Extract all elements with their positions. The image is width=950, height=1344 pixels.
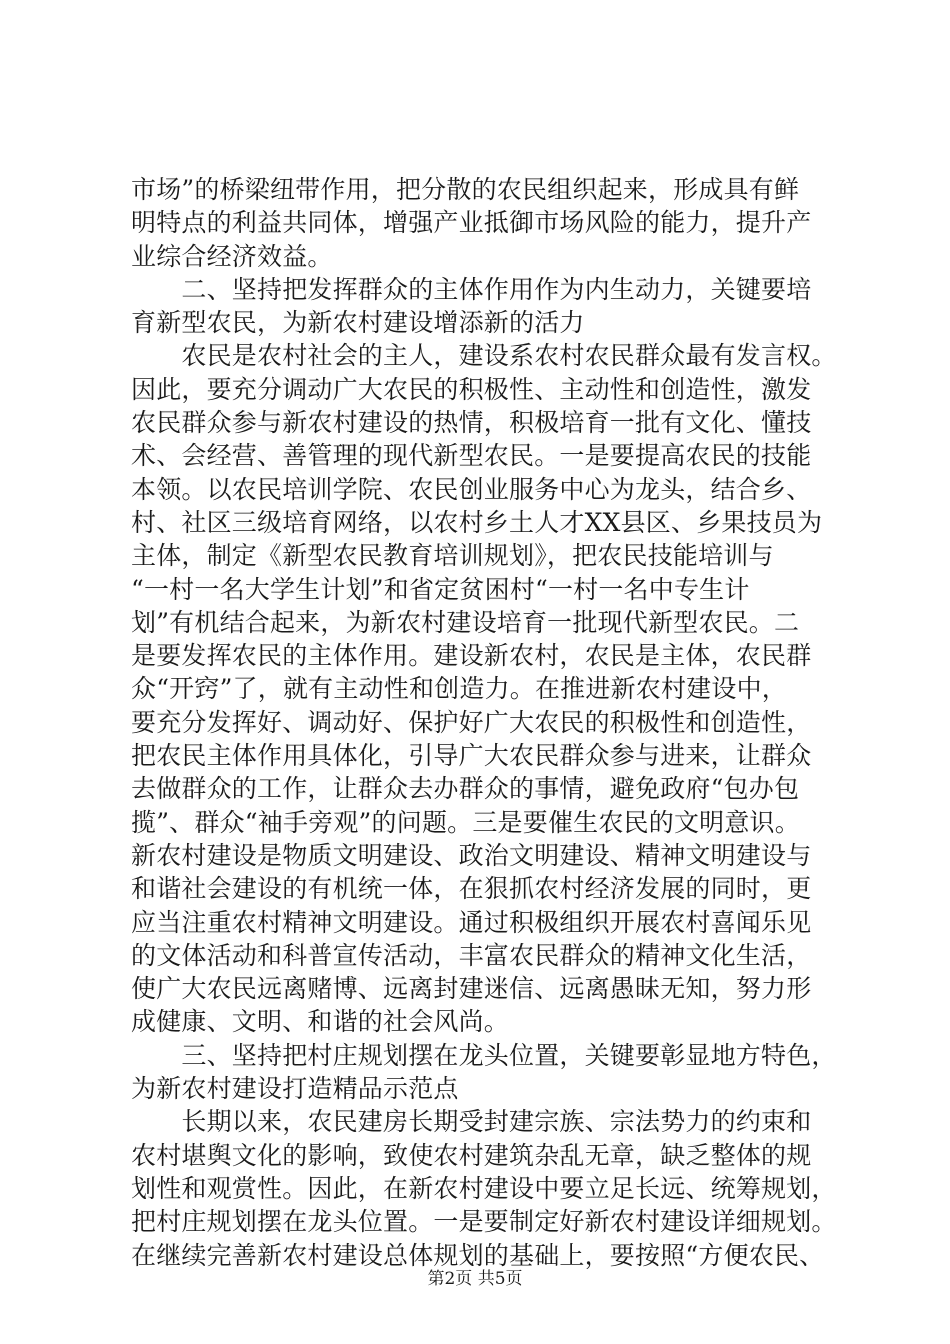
text-line: 应当注重农村精神文明建设。通过积极组织开展农村喜闻乐见 (131, 907, 812, 937)
text-line: 市场”的桥梁纽带作用，把分散的农民组织起来，形成具有鲜 (131, 175, 800, 204)
text-line: 育新型农民，为新农村建设增添新的活力 (131, 308, 585, 338)
text-line: 要充分发挥好、调动好、保护好广大农民的积极性和创造性， (131, 707, 812, 737)
text-line: 农民是农村社会的主人，建设系农村农民群众最有发言权。 (131, 341, 837, 371)
text-line: 业综合经济效益。 (131, 241, 333, 271)
text-line: 揽”、群众“袖手旁观”的问题。三是要催生农民的文明意识。 (131, 807, 800, 837)
page-footer: 第2页 共5页 (427, 1269, 523, 1289)
text-line: 的文体活动和科普宣传活动，丰富农民群众的精神文化生活， (131, 940, 812, 970)
text-line: 三、坚持把村庄规划摆在龙头位置，关键要彰显地方特色， (131, 1040, 837, 1070)
text-line: 划”有机结合起来，为新农村建设培育一批现代新型农民。二 (131, 607, 800, 637)
text-line: 主体，制定《新型农民教育培训规划》，把农民技能培训与 (131, 541, 774, 571)
text-line: 新农村建设是物质文明建设、政治文明建设、精神文明建设与 (131, 840, 812, 870)
text-line: 农村堪舆文化的影响，致使农村建筑杂乱无章，缺乏整体的规 (131, 1140, 812, 1170)
text-line: 和谐社会建设的有机统一体，在狠抓农村经济发展的同时，更 (131, 874, 812, 904)
text-line: 把农民主体作用具体化，引导广大农民群众参与进来，让群众 (131, 741, 812, 771)
text-line: 是要发挥农民的主体作用。建设新农村，农民是主体，农民群 (131, 641, 812, 671)
text-line: 把村庄规划摆在龙头位置。一是要制定好新农村建设详细规划。 (131, 1207, 837, 1237)
text-line: 在继续完善新农村建设总体规划的基础上，要按照“方便农民、 (131, 1240, 825, 1270)
text-line: 长期以来，农民建房长期受封建宗族、宗法势力的约束和 (131, 1107, 812, 1137)
text-line: 为新农村建设打造精品示范点 (131, 1074, 459, 1104)
text-line: 因此，要充分调动广大农民的积极性、主动性和创造性，激发 (131, 374, 812, 404)
text-line: 去做群众的工作，让群众去办群众的事情，避免政府“包办包 (131, 774, 800, 804)
text-line: 二、坚持把发挥群众的主体作用作为内生动力，关键要培 (131, 274, 812, 304)
text-line: 成健康、文明、和谐的社会风尚。 (131, 1007, 510, 1037)
text-line: 明特点的利益共同体，增强产业抵御市场风险的能力，提升产 (131, 208, 812, 238)
text-line: “一村一名大学生计划”和省定贫困村“一村一名中专生计 (131, 574, 750, 604)
document-body (131, 173, 843, 1272)
text-line: 术、会经营、善管理的现代新型农民。一是要提高农民的技能 (131, 441, 812, 471)
text-line: 本领。以农民培训学院、农民创业服务中心为龙头，结合乡、 (131, 474, 812, 504)
text-line: 众“开窍”了，就有主动性和创造力。在推进新农村建设中， (131, 674, 787, 704)
text-line: 使广大农民远离赌博、远离封建迷信、远离愚昧无知，努力形 (131, 974, 812, 1004)
text-line: 农民群众参与新农村建设的热情，积极培育一批有文化、懂技 (131, 408, 812, 438)
text-line: 划性和观赏性。因此，在新农村建设中要立足长远、统筹规划， (131, 1173, 837, 1203)
text-line: 村、社区三级培育网络，以农村乡土人才XX县区、乡果技员为 (131, 507, 823, 537)
